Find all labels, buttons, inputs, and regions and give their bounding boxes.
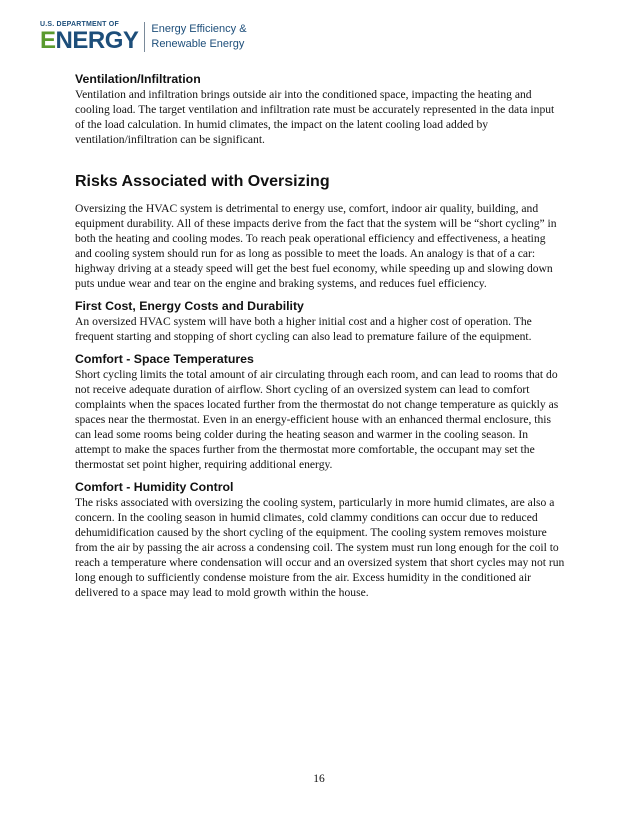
header-divider xyxy=(144,22,145,52)
heading-ventilation: Ventilation/Infiltration xyxy=(75,72,201,86)
doe-logo xyxy=(40,21,138,53)
paragraph-ventilation: Ventilation and infiltration brings outside air into the conditioned space, impacting the heating and cooling load. The target ventilation and infiltration rate must be accurately represented in the data input of the load calculation. In humid climates, the impact on the latent cooling load added by ventilation/infiltration can be significant. xyxy=(75,88,555,146)
logo-energy-first-letter: E xyxy=(40,27,56,54)
page-body xyxy=(75,72,565,600)
heading-oversizing: Risks Associated with Oversizing xyxy=(75,173,330,190)
heading-first-cost: First Cost, Energy Costs and Durability xyxy=(75,299,304,313)
paragraph-comfort-humidity: The risks associated with oversizing the cooling system, particularly in more humid climates, are also a concern. In the cooling season in humid climates, cold clammy conditions can occur due to reduced dehumidification caused by the short cycling of the equipment. The cooling system removes moisture from the air by passing the air across a condensing coil. The system must run long enough for the coil to reach a temperature where condensation will occur and an oversized system that short cycles may not run long enough to sufficiently condense moisture from the air. Excess humidity in the conditioned air delivered to a space may lead to mold growth within the house. xyxy=(75,496,565,599)
paragraph-oversizing: Oversizing the HVAC system is detrimental to energy use, comfort, indoor air quality, building, and equipment durability. All of these impacts derive from the fact that the system will be “short cycling” in both the heating and cooling modes. To reach peak operational efficiency and effectiveness, a heating and cooling system should run for as long as possible to meet the loads. An analogy is that of a car: highway driving at a steady speed will get the best fuel economy, while speeding up and slowing down puts undue wear and tear on the engine and braking systems, and reduces fuel efficiency. xyxy=(75,202,557,290)
office-name-line1: Energy Efficiency & xyxy=(151,23,247,35)
logo-department-text: U.S. DEPARTMENT OF xyxy=(40,21,119,28)
heading-comfort-temperatures: Comfort - Space Temperatures xyxy=(75,352,254,366)
heading-comfort-humidity: Comfort - Humidity Control xyxy=(75,480,234,494)
office-name xyxy=(151,21,246,51)
paragraph-comfort-temperatures: Short cycling limits the total amount of air circulating through each room, and can lead to rooms that do not receive adequate duration of airflow. Short cycling of an oversized system can lead to comfort complaints when the spaces located further from the thermostat do not change temperature as quickly as spaces near the thermostat. Even in an energy-efficient house with an enhanced thermal enclosure, this can lead some rooms being colder during the heating season and warmer in the cooling season. In attempt to make the spaces further from the thermostat more comfortable, the occupant may set the thermostat set point higher, requiring additional energy. xyxy=(75,368,559,471)
paragraph-first-cost: An oversized HVAC system will have both a higher initial cost and a higher cost of operation. The frequent starting and stopping of short cycling can also lead to premature failure of the equipment. xyxy=(75,315,532,343)
page-number: 16 xyxy=(313,773,325,785)
office-name-line2: Renewable Energy xyxy=(151,38,245,50)
page-header xyxy=(40,21,247,57)
logo-energy-text: ENERGY xyxy=(40,27,139,54)
